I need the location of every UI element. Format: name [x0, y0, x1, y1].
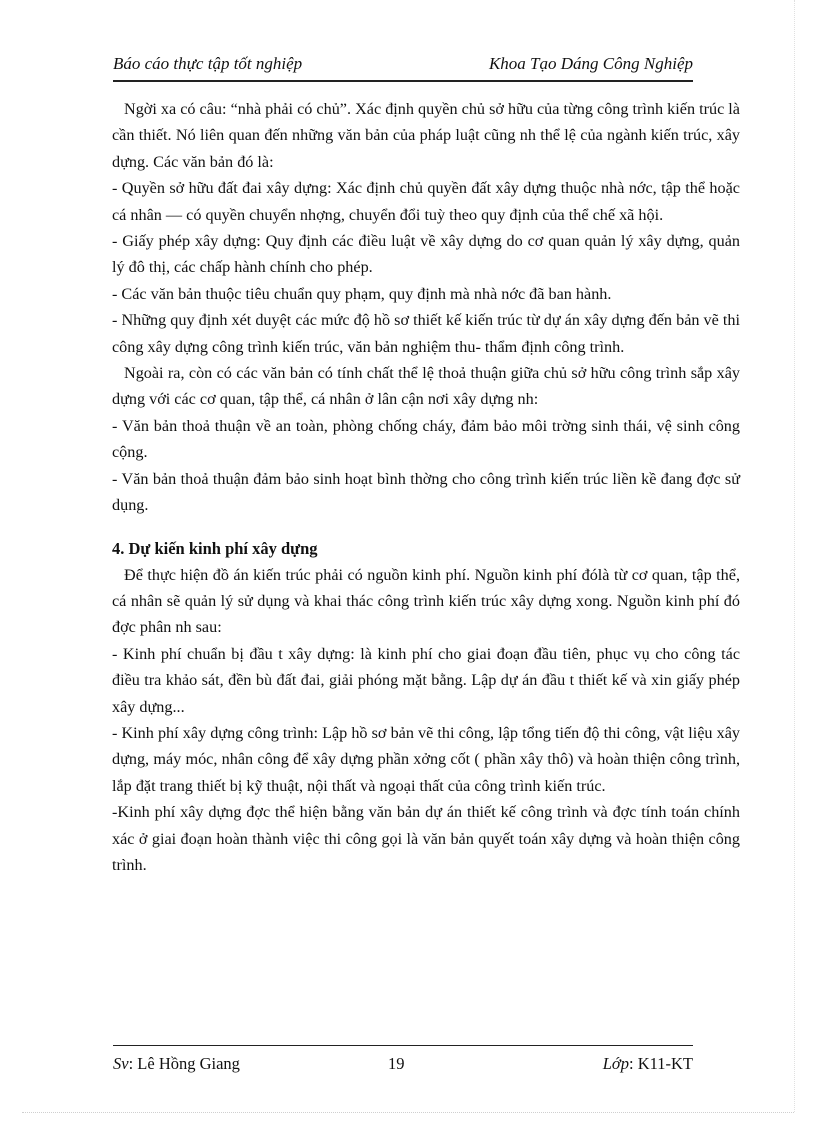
paragraph: - Những quy định xét duyệt các mức độ hồ sơ thiết kế kiến trúc từ dự án xây dựng đến bản vẽ thi công xây dựng công trình kiến trúc, văn bản nghiệm thu- thẩm định công trình. [112, 311, 740, 356]
header-report-title: Báo cáo thực tập tốt nghiệp [113, 54, 303, 73]
footer-class-value: : K11-KT [628, 1054, 693, 1073]
paragraph: -Kinh phí xây dựng đợc thể hiện bằng văn bản dự án thiết kế công trình và đợc tính toán chính xác ở giai đoạn hoàn thành việc thi công gọi là văn bản quyết toán xây dựng và hoàn thiện công trình. [112, 803, 740, 874]
section-heading: 4. Dự kiến kinh phí xây dựng [112, 538, 318, 558]
paragraph: Ngoài ra, còn có các văn bản có tính chất thể lệ thoả thuận giữa chủ sở hữu công trình sắp xây dựng với các cơ quan, tập thể, cá nhân ở lân cận nơi xây dựng nh: [112, 364, 740, 409]
paragraph: Để thực hiện đồ án kiến trúc phải có nguồn kinh phí. Nguồn kinh phí đólà từ cơ quan, tập thể, cá nhân sẽ quản lý sử dụng và khai thác công trình kiến trúc xây dựng xong. Nguồn kinh phí đó đợc phân nh sau: [112, 565, 740, 637]
budget-section [112, 562, 740, 879]
page-edge-bottom [22, 1112, 794, 1113]
paragraph: - Văn bản thoả thuận về an toàn, phòng chống cháy, đảm bảo môi trờng sinh thái, vệ sinh công cộng. [112, 416, 740, 462]
paragraph: - Giấy phép xây dựng: Quy định các điều luật về xây dựng do cơ quan quản lý xây dựng, quản lý đô thị, các chấp hành chính cho phép. [112, 232, 740, 277]
document-body [112, 96, 740, 878]
footer-divider [113, 1045, 693, 1046]
footer-student-label: Sv [113, 1054, 129, 1073]
header-faculty-name: Khoa Tạo Dáng Công Nghiệp [488, 54, 693, 73]
paragraph: - Kinh phí chuẩn bị đầu t xây dựng: là kinh phí cho giai đoạn đầu tiên, phục vụ cho công tác điều tra khảo sát, đền bù đất đai, giải phóng mặt bằng. Lập dự án đầu t thiết kế và xin giấy phép xây dựng... [112, 644, 740, 716]
footer-student-name: : Lê Hồng Giang [128, 1054, 240, 1073]
paragraph: Ngời xa có câu: “nhà phải có chủ”. Xác định quyền chủ sở hữu của từng công trình kiến trúc là cần thiết. Nó liên quan đến những văn bản của pháp luật cũng nh thể lệ của ngành kiến trúc, xây dựng. Các văn bản đó là: [112, 100, 740, 171]
page-edge-right [794, 0, 795, 1112]
page-footer [113, 1054, 693, 1078]
paragraph: - Quyền sở hữu đất đai xây dựng: Xác định chủ quyền đất xây dựng thuộc nhà nớc, tập thể hoặc cá nhân — có quyền chuyển nhợng, chuyển đổi tuỳ theo quy định của thể chế xã hội. [112, 179, 740, 224]
footer-class-label: Lớp [602, 1054, 629, 1073]
paragraph: - Văn bản thoả thuận đảm bảo sinh hoạt bình thờng cho công trình kiến trúc liền kề đang đợc sử dụng. [112, 469, 740, 515]
paragraph: - Kinh phí xây dựng công trình: Lập hồ sơ bản vẽ thi công, lập tổng tiến độ thi công, vật liệu xây dựng, máy móc, nhân công để xây dựng phần xởng cốt ( phần xây thô) và hoàn thiện công trình, lắp đặt trang thiết bị kỹ thuật, nội thất và ngoại thất của công trình kiến trúc. [112, 723, 740, 795]
page-header [113, 50, 693, 82]
footer-student [113, 1054, 240, 1074]
legal-documents-section [112, 96, 740, 519]
footer-page-number: 19 [388, 1054, 405, 1073]
footer-class [603, 1054, 693, 1074]
paragraph: - Các văn bản thuộc tiêu chuẩn quy phạm, quy định mà nhà nớc đã ban hành. [112, 284, 612, 303]
